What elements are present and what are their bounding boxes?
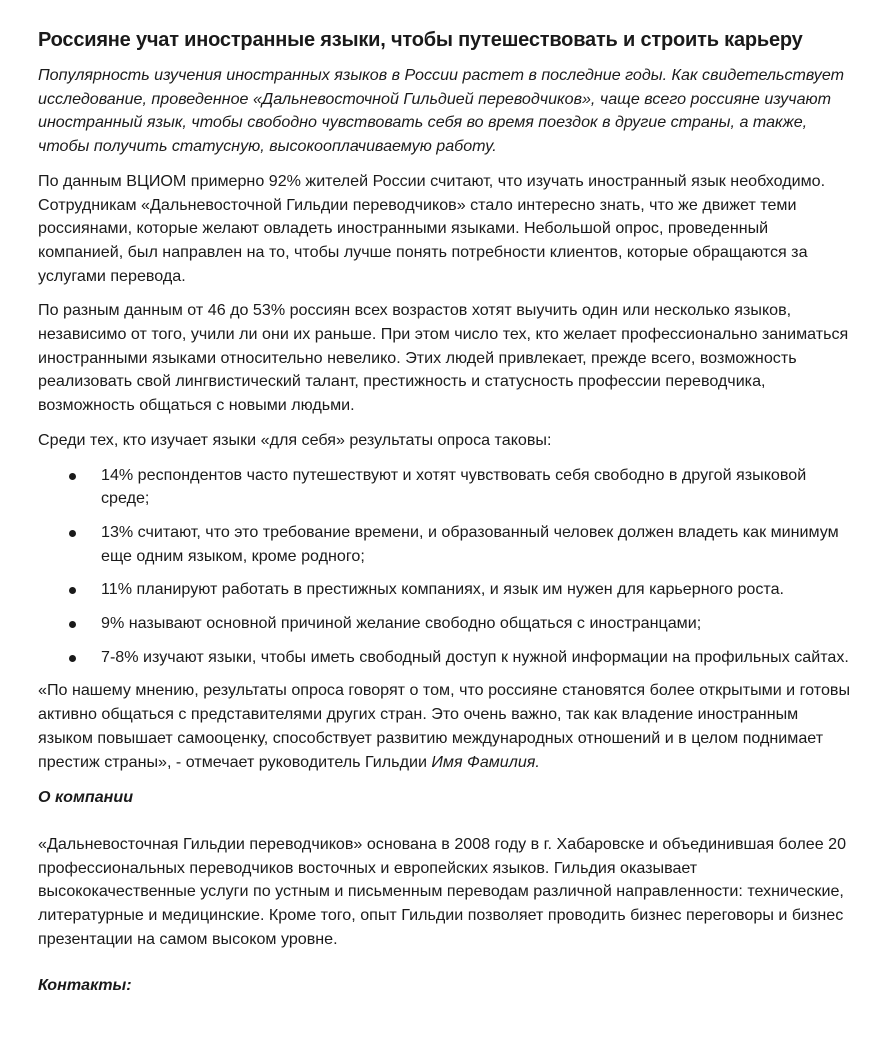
list-item	[38, 464, 853, 511]
quote-author: Имя Фамилия.	[431, 752, 540, 771]
about-paragraph: «Дальневосточная Гильдии переводчиков» основана в 2008 году в г. Хабаровске и объединившая более 20 профессиональных переводчиков восточных и европейских языков. Гильдия оказывает высококачественные услуги по устным и письменным переводам различной направленности: технические, литературные и медицинские. Кроме того, опыт Гильдии позволяет проводить бизнес переговоры и бизнес презентации на самом высоком уровне.	[38, 834, 847, 948]
bullet-icon	[69, 473, 76, 480]
lead-paragraph: Популярность изучения иностранных языков в России растет в последние годы. Как свидетельствует исследование, проведенное «Дальневосточной Гильдией переводчиков», чаще всего россияне изучают иностранный язык, чтобы свободно чувствовать себя во время поездок в другие страны, а также, чтобы получить статусную, высокооплачиваемую работу.	[38, 66, 844, 156]
list-item-text: 14% респондентов часто путешествуют и хотят чувствовать себя свободно в другой языковой среде;	[101, 465, 807, 508]
body-paragraph-3: Среди тех, кто изучает языки «для себя» результаты опроса таковы:	[38, 430, 552, 449]
list-item	[38, 612, 853, 636]
list-item	[38, 646, 853, 670]
list-item	[38, 578, 853, 602]
body-paragraph-2: По разным данным от 46 до 53% россиян всех возрастов хотят выучить один или несколько языков, независимо от того, учили ли они их раньше. При этом число тех, кто желает профессионально заниматься иностранными языками относительно невелико. Этих людей привлекает, прежде всего, возможность реализовать свой лингвистический талант, престижность и статусность профессии переводчика, возможность общаться с новыми людьми.	[38, 301, 849, 415]
bullet-icon	[69, 530, 76, 537]
bullet-icon	[69, 587, 76, 594]
contacts-heading: Контакты:	[38, 975, 132, 994]
survey-results-list	[38, 464, 853, 670]
body-paragraph-1: По данным ВЦИОМ примерно 92% жителей России считают, что изучать иностранный язык необходимо. Сотрудникам «Дальневосточной Гильдии переводчиков» стало интересно знать, что же движет теми россиянами, которые желают овладеть иностранными языками. Небольшой опрос, проведенный компанией, был направлен на то, чтобы лучше понять потребности клиентов, которые обращаются за услугами перевода.	[38, 171, 826, 285]
list-item-text: 7-8% изучают языки, чтобы иметь свободный доступ к нужной информации на профильных сайтах.	[101, 647, 849, 666]
list-item-text: 11% планируют работать в престижных компаниях, и язык им нужен для карьерного роста.	[101, 580, 785, 599]
quote-paragraph	[38, 679, 853, 774]
list-item-text: 13% считают, что это требование времени, и образованный человек должен владеть как минимум еще одним языком, кроме родного;	[101, 522, 839, 565]
bullet-icon	[69, 621, 76, 628]
bullet-icon	[69, 655, 76, 662]
list-item	[38, 521, 853, 568]
about-heading: О компании	[38, 788, 134, 807]
page-title: Россияне учат иностранные языки, чтобы путешествовать и строить карьеру	[38, 29, 803, 51]
quote-text: «По нашему мнению, результаты опроса говорят о том, что россияне становятся более открытыми и готовы активно общаться с представителями других стран. Это очень важно, так как владение иностранным языком повышает самооценку, способствует развитию международных отношений и в целом поднимает престиж страны», - отмечает руководитель Гильдии	[38, 681, 851, 771]
list-item-text: 9% называют основной причиной желание свободно общаться с иностранцами;	[101, 614, 702, 633]
